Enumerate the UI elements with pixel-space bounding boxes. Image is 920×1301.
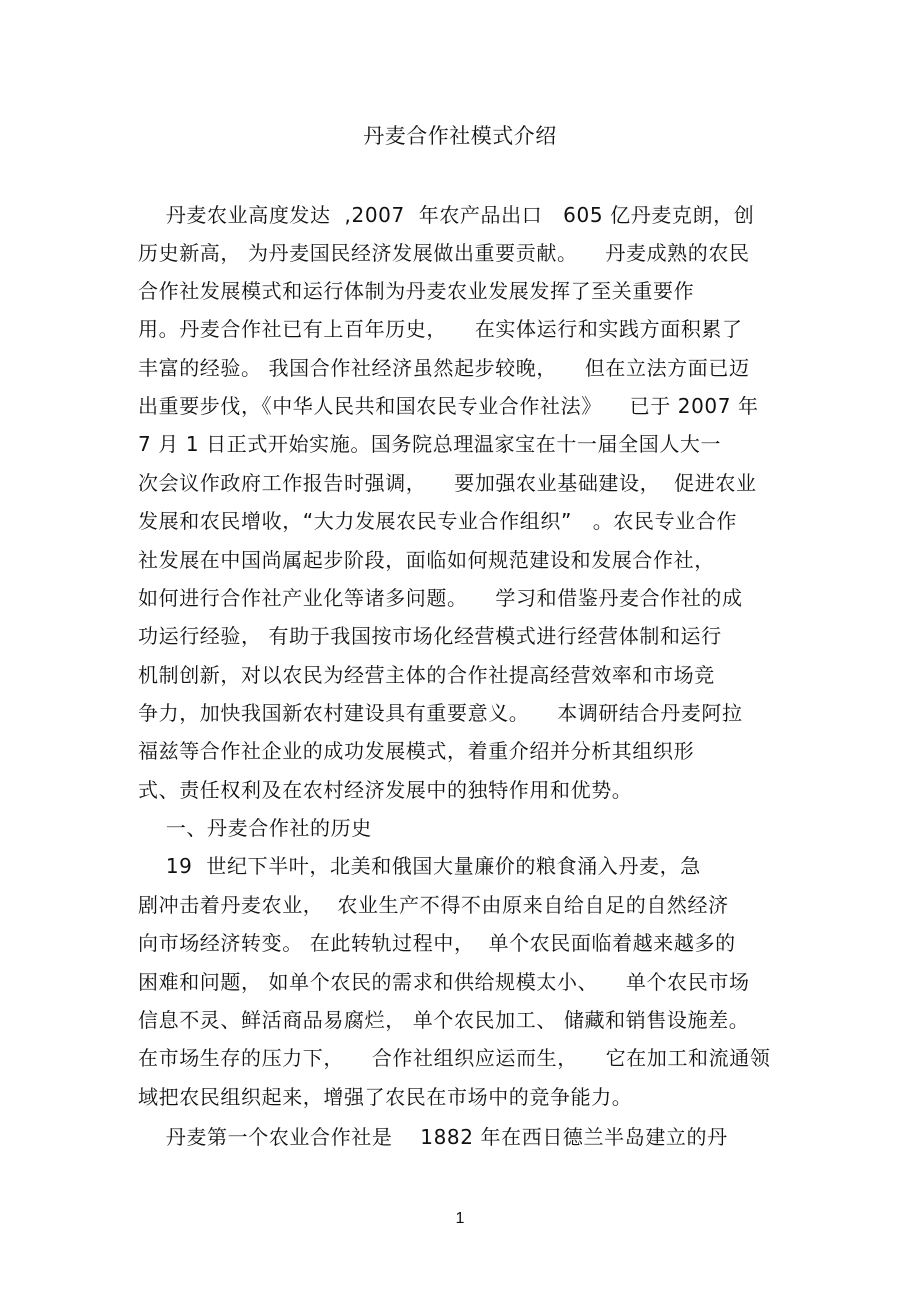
paragraph-line: 在市场生存的压力下， 合作社组织应运而生， 它在加工和流通领 (138, 1046, 771, 1070)
paragraph-line: 向市场经济转变。 在此转轨过程中， 单个农民面临着越来越多的 (138, 931, 736, 955)
page-number: 1 (455, 1210, 465, 1227)
paragraph-line: 式、责任权利及在农村经济发展中的独特作用和优势。 (138, 778, 633, 802)
paragraph-line: 剧冲击着丹麦农业， 农业生产不得不由原来自给自足的自然经济 (138, 893, 729, 917)
paragraph-line: 合作社发展模式和运行体制为丹麦农业发展发挥了至关重要作 (138, 279, 695, 303)
paragraph-line: 出重要步伐，《中华人民共和国农民专业合作社法》 已于 2007 年 (138, 394, 759, 418)
paragraph-line: 困难和问题， 如单个农民的需求和供给规模太小、 单个农民市场 (138, 970, 750, 994)
paragraph-line: 丹麦农业高度发达 ,2007 年农产品出口 605 亿丹麦克朗，创 (138, 203, 755, 227)
paragraph-line: 社发展在中国尚属起步阶段，面临如何规范建设和发展合作社， (138, 548, 715, 572)
paragraph-line: 历史新高， 为丹麦国民经济发展做出重要贡献。 丹麦成熟的农民 (138, 241, 750, 265)
paragraph-line: 用。丹麦合作社已有上百年历史， 在实体运行和实践方面积累了 (138, 317, 743, 341)
paragraph-line: 如何进行合作社产业化等诸多问题。 学习和借鉴丹麦合作社的成 (138, 586, 743, 610)
document-title: 丹麦合作社模式介绍 (363, 124, 557, 148)
paragraph-line: 次会议作政府工作报告时强调， 要加强农业基础建设， 促进农业 (138, 471, 757, 495)
paragraph-line: 功运行经验， 有助于我国按市场化经营模式进行经营体制和运行 (138, 624, 722, 648)
paragraph-line: 争力，加快我国新农村建设具有重要意义。 本调研结合丹麦阿拉 (138, 701, 743, 725)
paragraph-line: 机制创新，对以农民为经营主体的合作社提高经营效率和市场竞 (138, 663, 715, 687)
paragraph-line: 7 月 1 日正式开始实施。国务院总理温家宝在十一届全国人大一 (138, 432, 722, 456)
paragraph-line: 19 世纪下半叶，北美和俄国大量廉价的粮食涌入丹麦，急 (138, 854, 701, 878)
paragraph-line: 发展和农民增收，“大力发展农民专业合作组织” 。农民专业合作 (138, 509, 737, 533)
paragraph-line: 信息不灵、鲜活商品易腐烂， 单个农民加工、 储藏和销售设施差。 (138, 1008, 750, 1032)
paragraph-line: 丰富的经验。 我国合作社经济虽然起步较晚， 但在立法方面已迈 (138, 356, 750, 380)
paragraph-line: 福兹等合作社企业的成功发展模式，着重介绍并分析其组织形 (138, 739, 695, 763)
paragraph-line: 域把农民组织起来，增强了农民在市场中的竞争能力。 (138, 1085, 633, 1109)
paragraph-line: 丹麦第一个农业合作社是 1882 年在西日德兰半岛建立的丹 (138, 1125, 728, 1149)
section-heading: 一、丹麦合作社的历史 (138, 816, 372, 840)
